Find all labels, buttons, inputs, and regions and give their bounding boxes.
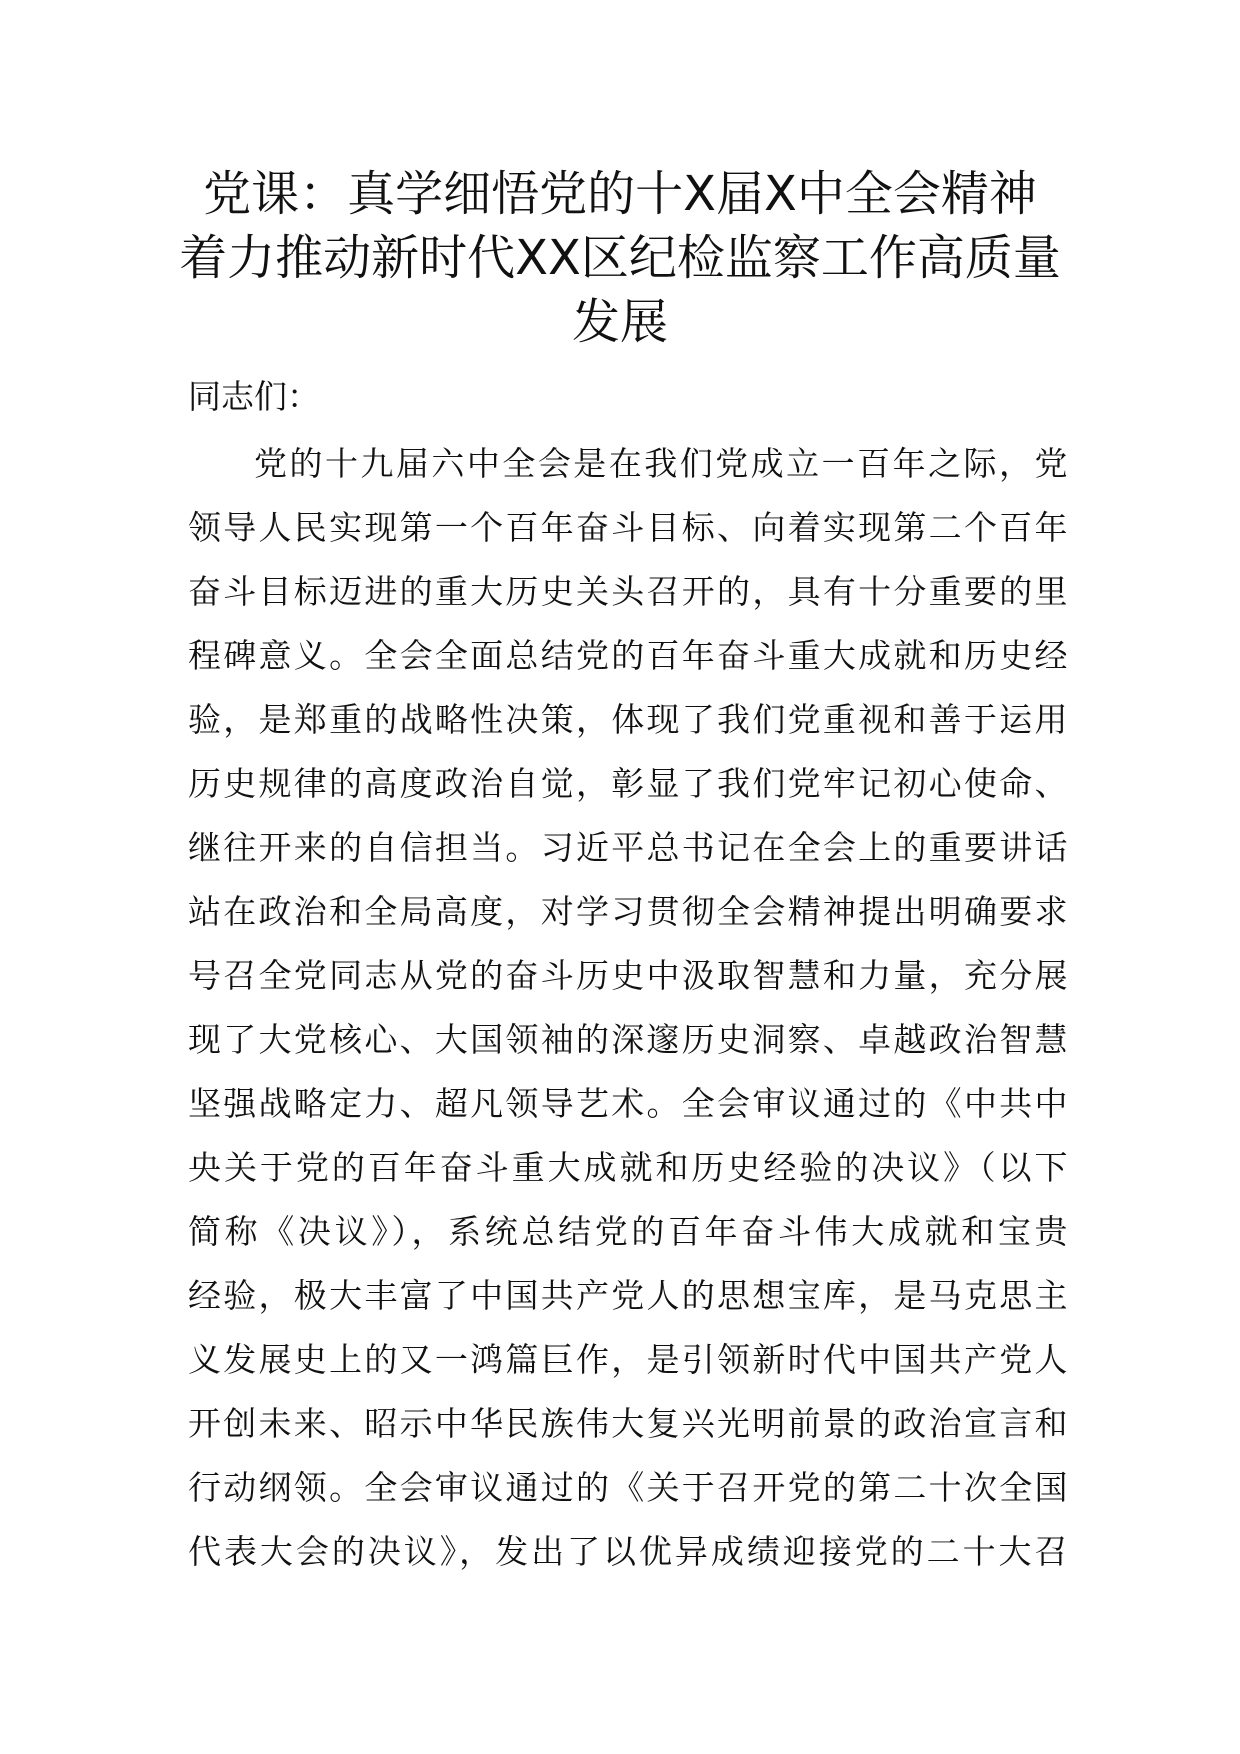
title-line: 发展 bbox=[571, 294, 668, 350]
body-line: 坚强战略定力、超凡领导艺术。全会审议通过的《中共中 bbox=[188, 1084, 1068, 1123]
body-line: 央关于党的百年奋斗重大成就和历史经验的决议》（以下 bbox=[188, 1148, 1068, 1187]
body-line: 行动纲领。全会审议通过的《关于召开党的第二十次全国 bbox=[188, 1468, 1068, 1507]
body-line: 历史规律的高度政治自觉，彰显了我们党牢记初心使命、 bbox=[188, 764, 1068, 803]
body-line: 开创未来、昭示中华民族伟大复兴光明前景的政治宣言和 bbox=[188, 1404, 1068, 1443]
body-line: 领导人民实现第一个百年奋斗目标、向着实现第二个百年 bbox=[188, 508, 1068, 547]
body-line: 义发展史上的又一鸿篇巨作，是引领新时代中国共产党人 bbox=[188, 1340, 1068, 1379]
body-text bbox=[188, 432, 1068, 1584]
document-title bbox=[150, 162, 1090, 354]
body-line: 验，是郑重的战略性决策，体现了我们党重视和善于运用 bbox=[188, 700, 1068, 739]
body-line: 党的十九届六中全会是在我们党成立一百年之际，党 bbox=[254, 444, 1068, 483]
body-line: 站在政治和全局高度，对学习贯彻全会精神提出明确要求 bbox=[188, 892, 1068, 931]
body-line: 现了大党核心、大国领袖的深邃历史洞察、卓越政治智慧 bbox=[188, 1020, 1068, 1059]
body-line: 奋斗目标迈进的重大历史关头召开的，具有十分重要的里 bbox=[188, 572, 1068, 611]
body-line: 继往开来的自信担当。习近平总书记在全会上的重要讲话 bbox=[188, 828, 1068, 867]
body-line: 代表大会的决议》，发出了以优异成绩迎接党的二十大召 bbox=[188, 1532, 1068, 1571]
body-line: 程碑意义。全会全面总结党的百年奋斗重大成就和历史经 bbox=[188, 636, 1068, 675]
title-line: 党课：真学细悟党的十X届X中全会精神 bbox=[203, 166, 1037, 222]
greeting: 同志们： bbox=[188, 377, 320, 416]
title-line: 着力推动新时代XX区纪检监察工作高质量 bbox=[179, 230, 1061, 286]
body-line: 号召全党同志从党的奋斗历史中汲取智慧和力量，充分展 bbox=[188, 956, 1068, 995]
body-line: 简称《决议》），系统总结党的百年奋斗伟大成就和宝贵 bbox=[188, 1212, 1068, 1251]
body-line: 经验，极大丰富了中国共产党人的思想宝库，是马克思主 bbox=[188, 1276, 1068, 1315]
